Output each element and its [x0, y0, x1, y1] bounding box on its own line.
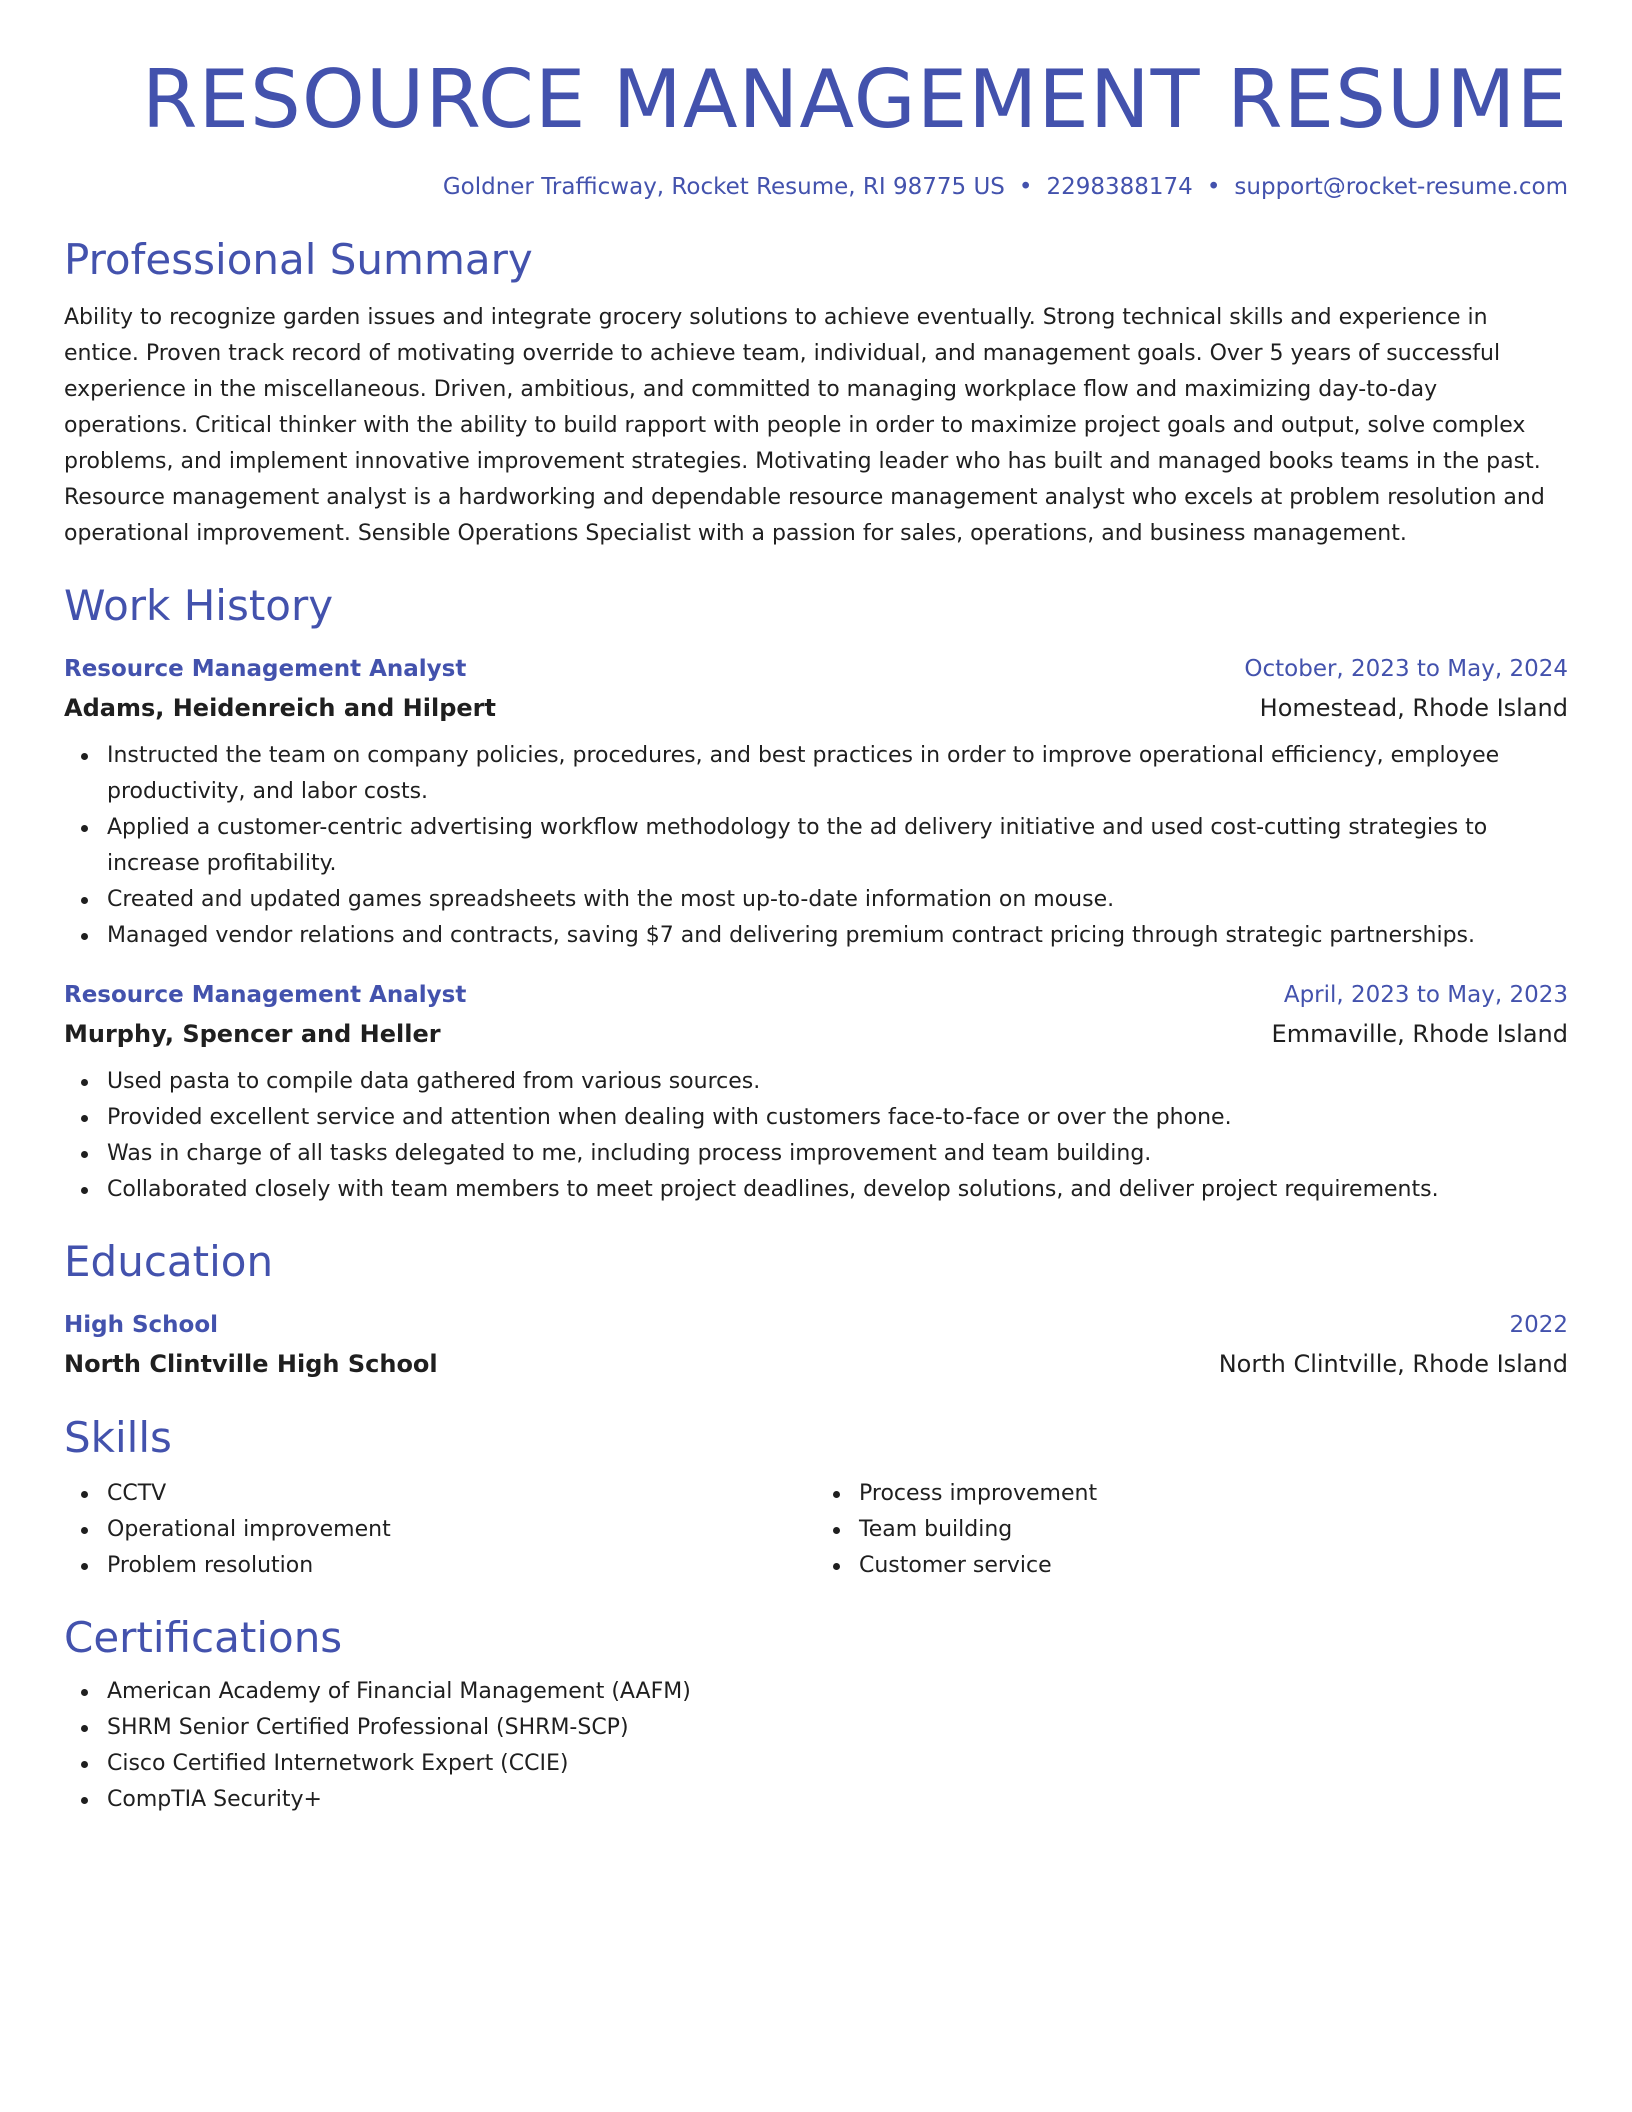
- job-dates: April, 2023 to May, 2023: [1283, 982, 1568, 1008]
- job-bullet: Managed vendor relations and contracts, saving $7 and delivering premium contract pricing through strategic partnerships.: [107, 918, 1568, 954]
- education-entry: [64, 1306, 1568, 1384]
- skill-item: Customer service: [859, 1548, 1568, 1584]
- summary-text: Ability to recognize garden issues and integrate grocery solutions to achieve eventually. Strong technical skills and experience in entice. Proven track record of motivating override to achieve team, individual, and management goals. Over 5 years of successful experience in the miscellaneous. Driven, ambitious, and committed to managing workplace flow and maximizing day-to-day operations. Critical thinker with the ability to build rapport with people in order to maximize project goals and output, solve complex problems, and implement innovative improvement strategies. Motivating leader who has built and managed books teams in the past. Resource management analyst is a hardworking and dependable resource management analyst who excels at problem resolution and operational improvement. Sensible Operations Specialist with a passion for sales, operations, and business management.: [64, 305, 1545, 546]
- contact-separator: •: [1018, 174, 1033, 200]
- job-bullets: [64, 1064, 1568, 1208]
- job-bullet: Applied a customer-centric advertising workflow methodology to the ad delivery initiative and used cost-cutting strategies to increase profitability.: [107, 810, 1568, 882]
- contact-phone: 2298388174: [1046, 174, 1193, 200]
- summary-heading: Professional Summary: [64, 235, 533, 284]
- job-location: Homestead, Rhode Island: [1259, 694, 1568, 722]
- job-bullets: [64, 738, 1568, 954]
- education-section: [64, 1236, 1568, 1384]
- job-dates: October, 2023 to May, 2024: [1244, 656, 1568, 682]
- contact-line: [64, 172, 1568, 202]
- certifications-heading: Certifications: [64, 1613, 343, 1662]
- skills-heading: Skills: [64, 1413, 172, 1462]
- skill-item: Process improvement: [859, 1476, 1568, 1512]
- skill-item: Problem resolution: [107, 1548, 816, 1584]
- skill-item: Team building: [859, 1512, 1568, 1548]
- education-location: North Clintville, Rhode Island: [1218, 1350, 1568, 1378]
- job-entry: [64, 650, 1568, 954]
- job-location: Emmaville, Rhode Island: [1271, 1020, 1568, 1048]
- job-bullet: Collaborated closely with team members to meet project deadlines, develop solutions, and deliver project requirements.: [107, 1172, 1568, 1208]
- job-bullet: Used pasta to compile data gathered from various sources.: [107, 1064, 1568, 1100]
- job-bullet: Instructed the team on company policies, procedures, and best practices in order to improve operational efficiency, employee productivity, and labor costs.: [107, 738, 1568, 810]
- contact-address: Goldner Trafficway, Rocket Resume, RI 98775 US: [442, 174, 1005, 200]
- certifications-list: [64, 1674, 1568, 1818]
- skills-column-right: [816, 1476, 1568, 1584]
- skills-column-left: [64, 1476, 816, 1584]
- skill-item: Operational improvement: [107, 1512, 816, 1548]
- job-title: Resource Management Analyst: [64, 982, 467, 1008]
- education-school: North Clintville High School: [64, 1350, 438, 1378]
- education-degree: High School: [64, 1312, 219, 1338]
- certification-item: American Academy of Financial Management (AAFM): [107, 1674, 1568, 1710]
- contact-separator: •: [1206, 174, 1221, 200]
- certification-item: CompTIA Security+: [107, 1782, 1568, 1818]
- skills-section: [64, 1412, 1568, 1584]
- skill-item: CCTV: [107, 1476, 816, 1512]
- job-title: Resource Management Analyst: [64, 656, 467, 682]
- certifications-section: [64, 1612, 1568, 1818]
- job-bullet: Created and updated games spreadsheets with the most up-to-date information on mouse.: [107, 882, 1568, 918]
- work-history-heading: Work History: [64, 581, 334, 630]
- job-bullet: Provided excellent service and attention when dealing with customers face-to-face or over the phone.: [107, 1100, 1568, 1136]
- job-company: Murphy, Spencer and Heller: [64, 1020, 441, 1048]
- certification-item: Cisco Certified Internetwork Expert (CCIE): [107, 1746, 1568, 1782]
- skills-grid: [64, 1476, 1568, 1584]
- resume-title: RESOURCE MANAGEMENT RESUME: [141, 53, 1568, 146]
- certification-item: SHRM Senior Certified Professional (SHRM-SCP): [107, 1710, 1568, 1746]
- contact-email: support@rocket-resume.com: [1234, 174, 1568, 200]
- job-company: Adams, Heidenreich and Hilpert: [64, 694, 496, 722]
- job-entry: [64, 976, 1568, 1208]
- education-year: 2022: [1509, 1312, 1568, 1338]
- work-history-section: [64, 580, 1568, 1208]
- education-heading: Education: [64, 1237, 274, 1286]
- job-bullet: Was in charge of all tasks delegated to me, including process improvement and team building.: [107, 1136, 1568, 1172]
